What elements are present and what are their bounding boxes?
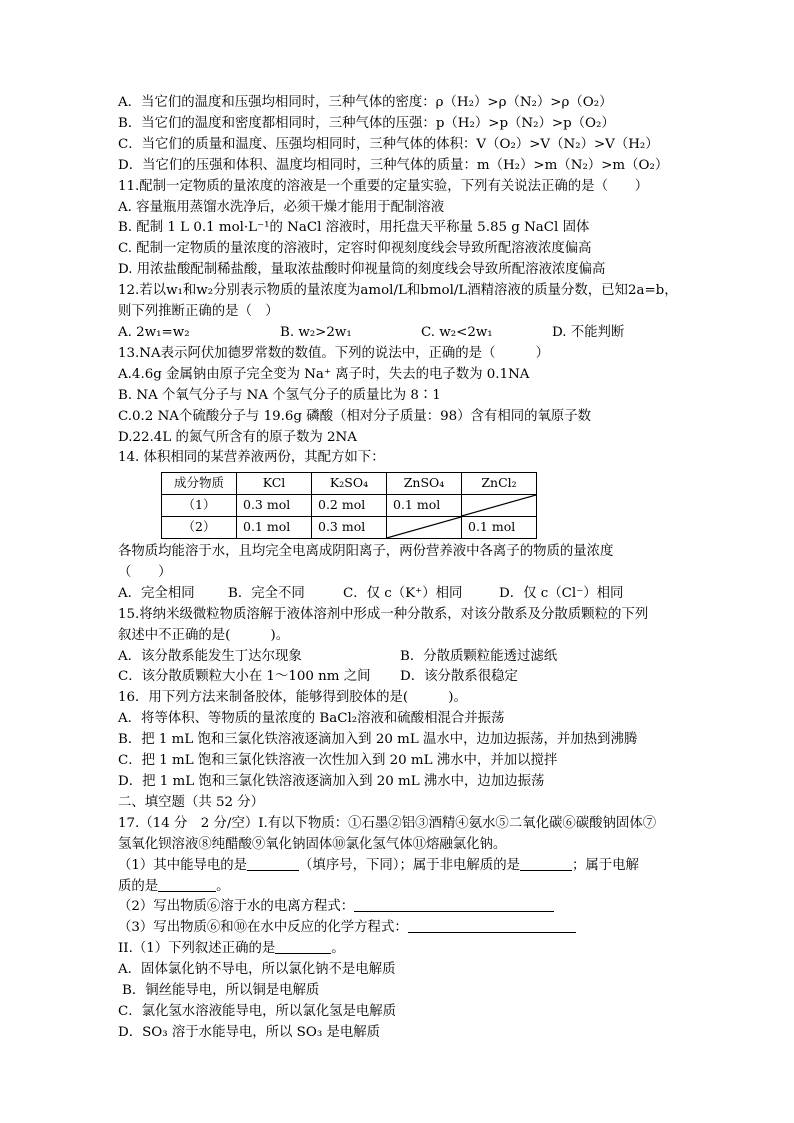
q15-stem-cont: 叙述中不正确的是( )。	[118, 627, 290, 643]
q17-part1	[118, 856, 694, 877]
table-cell-diagonal	[462, 495, 537, 517]
q17-stem: 17.（14 分 2 分/空）I.有以下物质：①石墨②铝③酒精④氨水⑤二氧化碳⑥碳酸钠固体⑦	[118, 815, 657, 831]
answer-blank[interactable]	[354, 897, 554, 912]
q12-stem: 12.若以w₁和w₂分别表示物质的量浓度为amol/L和bmol/L酒精溶液的质量分数，已知2a=b，	[118, 283, 678, 299]
q16-stem: 16．用下列方法来制备胶体，能够得到胶体的是( )。	[118, 690, 467, 706]
q15-option-a: A．该分散系能发生丁达尔现象	[118, 648, 302, 664]
q17-ii	[118, 939, 694, 960]
q17-ii-option-c: C．氯化氢水溶液能导电，所以氯化氢是电解质	[118, 1003, 397, 1019]
q17-ii-text: 。	[331, 941, 345, 957]
q10-option-c: C．当它们的质量和温度、压强均相同时，三种气体的体积：V（O₂）>V（N₂）>V（H₂）	[118, 136, 659, 152]
table-row	[162, 495, 537, 517]
table-cell: 0.1 mol	[237, 517, 312, 539]
q16-option-c: C．把 1 mL 饱和三氯化铁溶液一次性加入到 20 mL 沸水中，并加以搅拌	[118, 753, 558, 769]
table-cell: 0.1 mol	[462, 517, 537, 539]
q14-stem-after: 各物质均能溶于水，且均完全电离成阴阳离子，两份营养液中各离子的物质的量浓度	[118, 544, 614, 560]
table-header-cell: K₂SO₄	[312, 473, 387, 495]
q14-option-b: B．完全不同	[228, 585, 305, 601]
exam-page	[118, 93, 694, 1044]
answer-blank[interactable]	[275, 939, 331, 954]
q17-part1-text: 质的是	[118, 878, 159, 894]
q17-part1-text: （填序号，下同）；属于非电解质的是	[299, 857, 520, 873]
q12-option-c: C. w₂<2w₁	[421, 324, 493, 340]
q13-option-d: D.22.4L 的氮气所含有的原子数为 2NA	[118, 429, 357, 445]
q14-option-c: C．仅 c（K⁺）相同	[343, 585, 463, 601]
q17-part3-text: （3）写出物质⑥和⑩在水中反应的化学方程式：	[118, 920, 408, 936]
q16-option-b: B．把 1 mL 饱和三氯化铁溶液逐滴加入到 20 mL 温水中，边加边振荡，并加热到沸腾	[118, 732, 638, 748]
table-cell: （2）	[162, 517, 237, 539]
table-header-cell: KCl	[237, 473, 312, 495]
q17-part1-text: （1）其中能导电的是	[118, 857, 248, 873]
table-cell-diagonal	[387, 517, 462, 539]
q14-stem: 14. 体积相同的某营养液两份，其配方如下：	[118, 450, 385, 466]
q12-option-b: B. w₂>2w₁	[280, 324, 352, 340]
q13-option-c: C.0.2 NA个硫酸分子与 19.6g 磷酸（相对分子质量：98）含有相同的氧原子数	[118, 408, 592, 424]
q15-options-row2	[118, 667, 694, 688]
answer-blank[interactable]	[520, 856, 572, 871]
q16-option-a: A．将等体积、等物质的量浓度的 BaCl₂溶液和硫酸相混合并振荡	[118, 711, 505, 727]
q16-option-d: D．把 1 mL 饱和三氯化铁溶液逐滴加入到 20 mL 沸水中，边加边振荡	[118, 774, 545, 789]
q17-part1-text: ；属于电解	[572, 857, 639, 873]
q10-option-d: D．当它们的压强和体积、温度均相同时，三种气体的质量：m（H₂）>m（N₂）>m（O₂）	[118, 157, 669, 173]
table-cell: 0.3 mol	[237, 495, 312, 517]
q14-options	[118, 584, 694, 605]
table-cell: 0.2 mol	[312, 495, 387, 517]
q14-stem-after-cont: （ ）	[118, 564, 172, 580]
q11-option-a: A. 容量瓶用蒸馏水洗净后，必须干燥才能用于配制溶液	[118, 199, 445, 215]
q14-option-a: A．完全相同	[118, 585, 195, 601]
table-header-cell: 成分物质	[162, 473, 237, 495]
q12-stem-cont: 则下列推断正确的是（ ）	[118, 304, 279, 320]
q13-stem: 13.NA表示阿伏加德罗常数的数值。下列的说法中，正确的是（ ）	[118, 345, 550, 361]
q11-option-b: B. 配制 1 L 0.1 mol·L⁻¹的 NaCl 溶液时，用托盘天平称量 5.85 g NaCl 固体	[118, 220, 590, 236]
q15-option-b: B．分散质颗粒能透过滤纸	[400, 648, 558, 664]
table-cell: （1）	[162, 495, 237, 517]
answer-blank[interactable]	[158, 877, 216, 892]
section-heading: 二、填空题（共 52 分）	[118, 794, 265, 810]
answer-blank[interactable]	[247, 856, 299, 871]
q11-option-d: D. 用浓盐酸配制稀盐酸，量取浓盐酸时仰视量筒的刻度线会导致所配溶液浓度偏高	[118, 262, 606, 278]
table-header-row	[162, 473, 537, 495]
q17-ii-option-a: A．固体氯化钠不导电，所以氯化钠不是电解质	[118, 962, 396, 978]
q13-option-a: A.4.6g 金属钠由原子完全变为 Na⁺ 离子时，失去的电子数为 0.1NA	[118, 366, 530, 382]
q17-part1-cont	[118, 877, 694, 898]
q12-options	[118, 323, 694, 344]
diagonal-line	[462, 495, 536, 516]
q10-option-b: B．当它们的温度和密度都相同时，三种气体的压强：p（H₂）>p（N₂）>p（O₂）	[118, 115, 615, 131]
diagonal-line	[387, 517, 461, 538]
table-cell: 0.1 mol	[387, 495, 462, 517]
q17-ii-option-b: B．铜丝能导电，所以铜是电解质	[122, 983, 320, 999]
q17-part2-text: （2）写出物质⑥溶于水的电离方程式：	[118, 899, 355, 915]
q15-stem: 15.将纳米级微粒物质溶解于液体溶剂中形成一种分散系，对该分散系及分散质颗粒的下列	[118, 606, 649, 622]
q12-option-d: D. 不能判断	[552, 324, 625, 340]
q13-option-b: B. NA 个氧气分子与 NA 个氢气分子的质量比为 8∶1	[118, 387, 441, 403]
table-cell: 0.3 mol	[312, 517, 387, 539]
q15-option-d: D．该分散系很稳定	[400, 669, 518, 685]
q17-ii-text: II.（1）下列叙述正确的是	[118, 941, 276, 957]
q14-option-d: D．仅 c（Cl⁻）相同	[499, 585, 624, 601]
q17-ii-option-d: D．SO₃ 溶于水能导电，所以 SO₃ 是电解质	[118, 1024, 381, 1040]
table-header-cell: ZnCl₂	[462, 473, 537, 495]
q11-option-c: C. 配制一定物质的量浓度的溶液时，定容时仰视刻度线会导致所配溶液浓度偏高	[118, 241, 592, 257]
q15-option-c: C．该分散质颗粒大小在 1～100 nm 之间	[118, 669, 371, 685]
q11-stem: 11.配制一定物质的量浓度的溶液是一个重要的定量实验，下列有关说法正确的是（ ）	[118, 178, 649, 194]
q15-options-row1	[118, 647, 694, 668]
q17-part1-text: 。	[216, 878, 230, 894]
q17-stem-cont: 氢氧化钡溶液⑧纯醋酸⑨氧化钠固体⑩氯化氢气体⑪熔融氯化钠。	[118, 836, 507, 852]
q14-table	[161, 472, 537, 539]
q12-option-a: A. 2w₁=w₂	[118, 324, 190, 340]
answer-blank[interactable]	[408, 918, 576, 933]
q10-option-a: A．当它们的温度和压强均相同时，三种气体的密度：ρ（H₂）>ρ（N₂）>ρ（O₂）	[118, 95, 613, 110]
table-header-cell: ZnSO₄	[387, 473, 462, 495]
q17-part3	[118, 918, 694, 939]
table-row	[162, 517, 537, 539]
q17-part2	[118, 897, 694, 918]
